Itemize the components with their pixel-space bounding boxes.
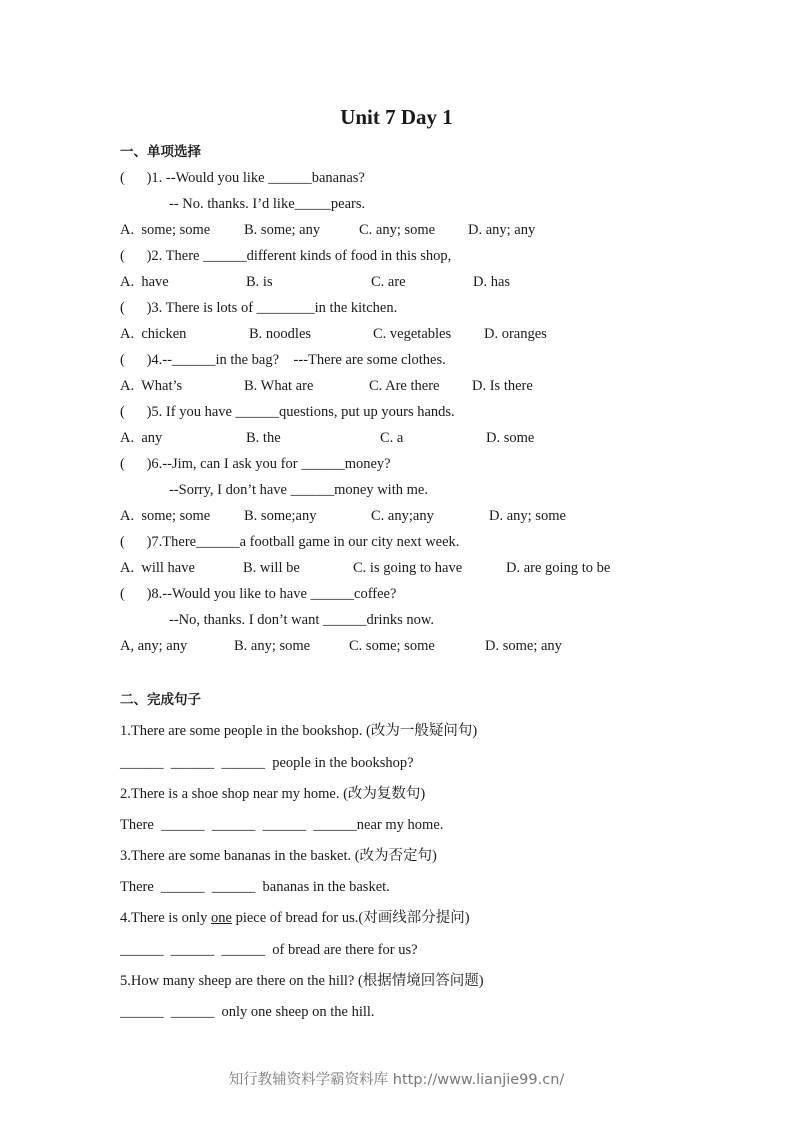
- sentence-4-underlined-word: one: [211, 910, 232, 926]
- question-2-option-c: C. are: [371, 274, 406, 290]
- question-1-option-c: C. any; some: [359, 222, 436, 238]
- question-2-stem: ( )2. There ______different kinds of food in this shop,: [120, 248, 452, 264]
- question-7-option-a: A. will have: [120, 560, 195, 576]
- question-6-option-b: B. some;any: [244, 508, 317, 524]
- question-5-option-d: D. some: [486, 430, 535, 446]
- question-6-option-c: C. any;any: [371, 508, 434, 524]
- question-7-option-b: B. will be: [243, 560, 300, 576]
- question-6-option-a: A. some; some: [120, 508, 211, 524]
- sentence-2-answer-line: There ______ ______ ______ ______near my home.: [120, 817, 444, 833]
- question-3-stem: ( )3. There is lots of ________in the kitchen.: [120, 300, 398, 316]
- sentence-5-prompt: 5.How many sheep are there on the hill? (根据情境回答问题): [120, 973, 484, 989]
- question-4-stem: ( )4.--______in the bag? ---There are some clothes.: [120, 352, 446, 368]
- question-3-option-b: B. noodles: [249, 326, 312, 342]
- sentence-4-answer-line: ______ ______ ______ of bread are there for us?: [120, 942, 418, 958]
- sentence-4-prompt-start: 4.There is only: [120, 910, 212, 926]
- question-1-stem-response: -- No. thanks. I’d like_____pears.: [169, 196, 366, 212]
- question-1-stem: ( )1. --Would you like ______bananas?: [120, 170, 365, 186]
- sentence-3-prompt: 3.There are some bananas in the basket. (改为否定句): [120, 848, 437, 864]
- question-4-option-c: C. Are there: [369, 378, 440, 394]
- question-8-stem-response: --No, thanks. I don’t want ______drinks now.: [169, 612, 435, 628]
- question-5-option-a: A. any: [120, 430, 163, 446]
- question-3-option-d: D. oranges: [484, 326, 547, 342]
- question-7-stem: ( )7.There______a football game in our city next week.: [120, 534, 460, 550]
- question-5-stem: ( )5. If you have ______questions, put up yours hands.: [120, 404, 455, 420]
- question-1-option-b: B. some; any: [244, 222, 321, 238]
- question-6-stem: ( )6.--Jim, can I ask you for ______money?: [120, 456, 391, 472]
- sentence-5-answer-line: ______ ______ only one sheep on the hill.: [120, 1004, 375, 1020]
- sentence-1-prompt: 1.There are some people in the bookshop. (改为一般疑问句): [120, 723, 478, 739]
- page-title: Unit 7 Day 1: [340, 105, 453, 129]
- question-1-option-a: A. some; some: [120, 222, 211, 238]
- question-5-option-b: B. the: [246, 430, 281, 446]
- question-3-option-a: A. chicken: [120, 326, 187, 342]
- footer-watermark-text: 知行教辅资料学霸资料库 http://www.lianjie99.cn/: [228, 1072, 565, 1088]
- sentence-1-answer-line: ______ ______ ______ people in the bookshop?: [120, 755, 414, 771]
- question-8-option-c: C. some; some: [349, 638, 435, 654]
- question-4-option-d: D. Is there: [472, 378, 533, 394]
- section-heading-complete-sentences: 二、完成句子: [120, 692, 201, 708]
- question-8-option-b: B. any; some: [234, 638, 311, 654]
- question-8-option-a: A, any; any: [120, 638, 188, 654]
- question-6-stem-response: --Sorry, I don’t have ______money with me.: [169, 482, 428, 498]
- question-4-option-b: B. What are: [244, 378, 314, 394]
- sentence-4-prompt: [120, 909, 470, 927]
- sentence-3-answer-line: There ______ ______ bananas in the basket.: [120, 879, 390, 895]
- question-7-option-c: C. is going to have: [353, 560, 463, 576]
- sentence-4-prompt-end: piece of bread for us.(对画线部分提问): [231, 910, 470, 926]
- question-2-option-d: D. has: [473, 274, 511, 290]
- sentence-2-prompt: 2.There is a shoe shop near my home. (改为复数句): [120, 786, 426, 802]
- question-8-option-d: D. some; any: [485, 638, 562, 654]
- question-2-option-b: B. is: [246, 274, 273, 290]
- question-8-stem: ( )8.--Would you like to have ______coffee?: [120, 586, 397, 602]
- question-3-option-c: C. vegetables: [373, 326, 452, 342]
- question-1-option-d: D. any; any: [468, 222, 536, 238]
- question-4-option-a: A. What’s: [120, 378, 183, 394]
- question-5-option-c: C. a: [380, 430, 404, 446]
- section-heading-multiple-choice: 一、单项选择: [120, 144, 201, 160]
- question-7-option-d: D. are going to be: [506, 560, 611, 576]
- question-6-option-d: D. any; some: [489, 508, 566, 524]
- question-2-option-a: A. have: [120, 274, 169, 290]
